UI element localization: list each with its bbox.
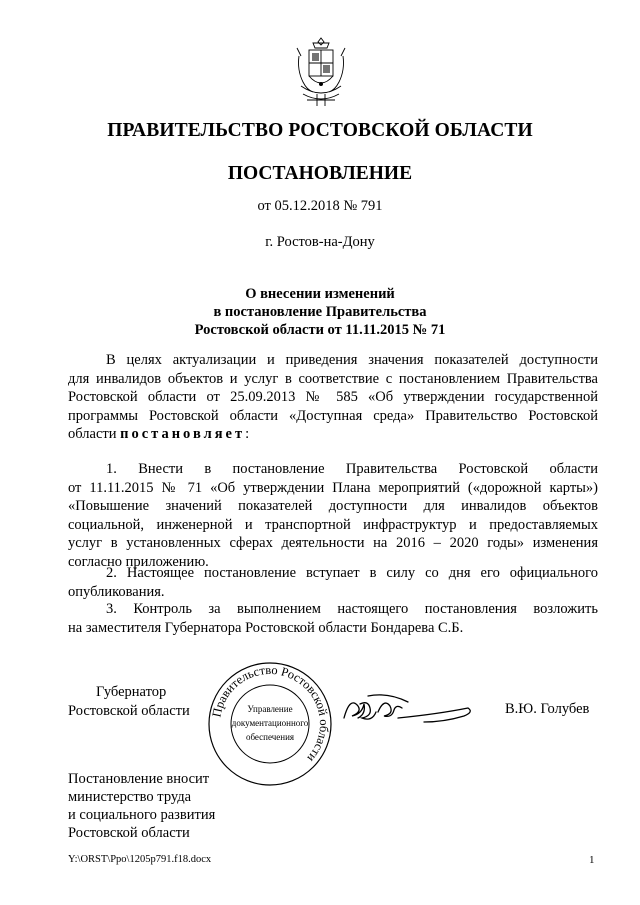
text-line: Ростовской области от 25.09.2013 № 585 «Об утверждении государственной [68, 389, 598, 405]
text-line: В целях актуализации и приведения значения показателей доступности [106, 352, 598, 368]
text-line: для инвалидов объектов и услуг в соответствие с постановлением Правительства [68, 370, 598, 387]
preamble-last-prefix: области [68, 426, 121, 442]
preamble-paragraph [68, 351, 598, 444]
signatory-title-line: Губернатор [96, 684, 167, 700]
introduced-line: министерство труда [68, 789, 192, 805]
text-line: услуг в установленных сферах деятельности на 2016 – 2020 годы» изменения [68, 535, 598, 551]
stamp-inner-line: документационного [231, 718, 309, 728]
item-3-paragraph [68, 600, 598, 637]
subject-line: в постановление Правительства [213, 304, 427, 320]
text-line: опубликования. [68, 583, 165, 600]
item-2-paragraph [68, 564, 598, 601]
stamp-inner-line: Управление [247, 704, 293, 714]
text-line: социальной, инженерной и транспортной инфраструктур и предоставляемых [68, 516, 598, 533]
stamp-ring-text: Правительство Ростовской области [209, 662, 332, 765]
official-stamp [206, 660, 334, 788]
document-subject [0, 285, 640, 339]
signatory-title [68, 683, 190, 720]
introduced-by-note [68, 770, 215, 842]
resolves-word: постановляет [120, 426, 246, 442]
signatory-name: В.Ю. Голубев [505, 701, 590, 717]
text-line [68, 425, 598, 444]
text-line: согласно приложению. [68, 553, 209, 570]
item-1-paragraph [68, 460, 598, 571]
coat-of-arms-emblem [293, 36, 349, 110]
text-line: на заместителя Губернатора Ростовской области Бондарева С.Б. [68, 619, 464, 636]
introduced-line: Постановление вносит [68, 771, 210, 787]
stamp-inner-line: обеспечения [245, 732, 295, 742]
text-line: 3. Контроль за выполнением настоящего постановления возложить [106, 601, 598, 617]
document-city: г. Ростов-на-Дону [265, 234, 375, 250]
introduced-line: Ростовской области [68, 825, 190, 841]
subject-line: О внесении изменений [245, 286, 395, 302]
text-line: «Повышение значений показателей доступности для инвалидов объектов [68, 498, 598, 514]
signatory-title-line: Ростовской области [68, 702, 190, 719]
text-line: 1. Внести в постановление Правительства Ростовской области [106, 461, 598, 477]
document-type: ПОСТАНОВЛЕНИЕ [227, 163, 413, 184]
text-line: программы Ростовской области «Доступная среда» Правительство Ростовской [68, 407, 598, 424]
preamble-last-suffix: : [245, 426, 250, 442]
text-line: 2. Настоящее постановление вступает в силу со дня его официального [106, 565, 598, 581]
document-date-number: от 05.12.2018 № 791 [257, 198, 383, 214]
subject-line: Ростовской области от 11.11.2015 № 71 [194, 322, 446, 338]
handwritten-signature [338, 688, 478, 730]
introduced-line: и социального развития [68, 807, 216, 823]
page-number: 1 [589, 854, 595, 866]
footer-file-path: Y:\ORST\Ppo\1205p791.f18.docx [68, 854, 212, 865]
text-line: от 11.11.2015 № 71 «Об утверждении Плана мероприятий («дорожной карты») [68, 479, 598, 496]
government-name: ПРАВИТЕЛЬСТВО РОСТОВСКОЙ ОБЛАСТИ [107, 120, 533, 141]
